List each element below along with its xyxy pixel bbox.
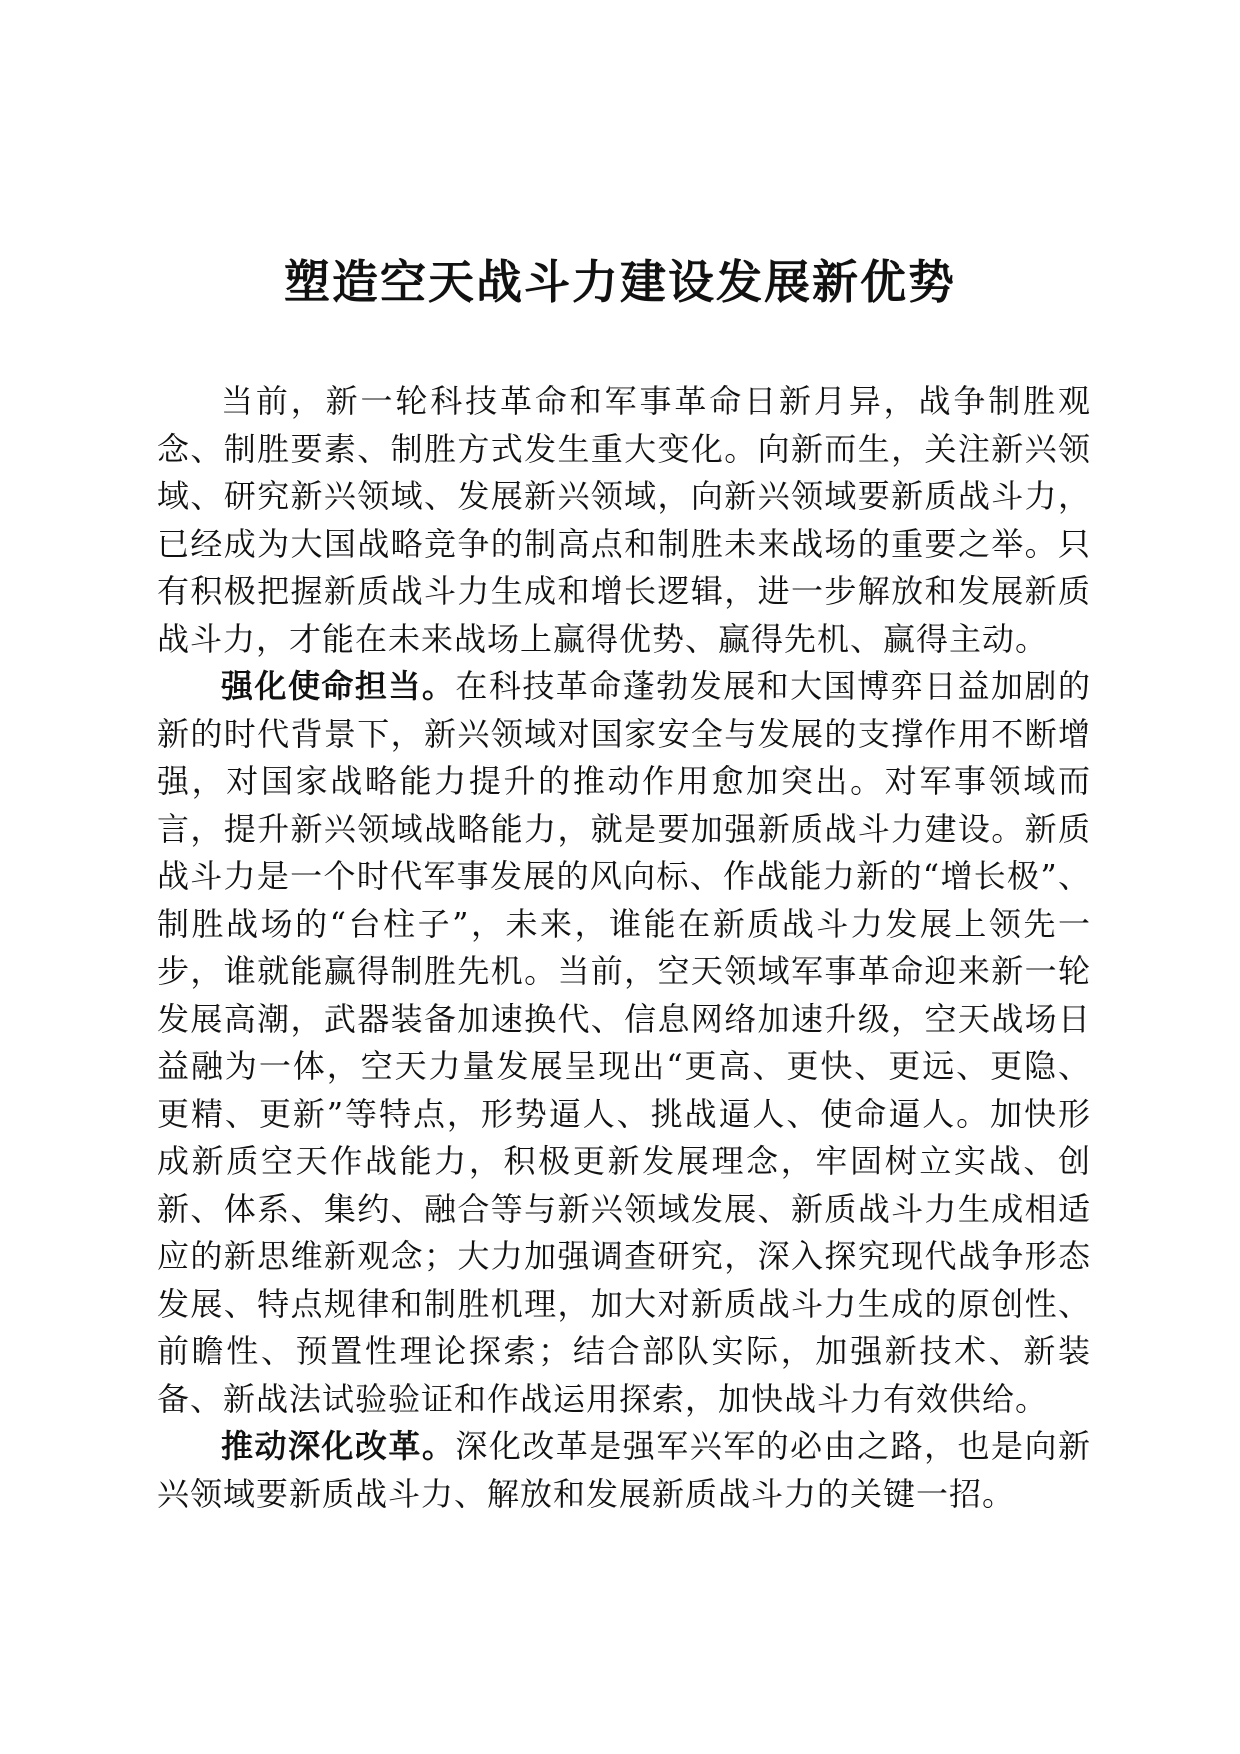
paragraph-intro (157, 378, 1091, 663)
paragraph-reform-text: 深化改革是强军兴军的必由之路，也是向新兴领域要新质战斗力、解放和发展新质战斗力的关键一招。 (157, 1427, 1091, 1513)
article-body (157, 378, 1091, 1518)
paragraph-reform (157, 1423, 1091, 1518)
paragraph-mission-text: 在科技革命蓬勃发展和大国博弈日益加剧的新的时代背景下，新兴领域对国家安全与发展的支撑作用不断增强，对国家战略能力提升的推动作用愈加突出。对军事领域而言，提升新兴领域战略能力，就是要加强新质战斗力建设。新质战斗力是一个时代军事发展的风向标、作战能力新的“增长极”、制胜战场的“台柱子”，未来，谁能在新质战斗力发展上领先一步，谁就能赢得制胜先机。当前，空天领域军事革命迎来新一轮发展高潮，武器装备加速换代、信息网络加速升级，空天战场日益融为一体，空天力量发展呈现出“更高、更快、更远、更隐、更精、更新”等特点，形势逼人、挑战逼人、使命逼人。加快形成新质空天作战能力，积极更新发展理念，牢固树立实战、创新、体系、集约、融合等与新兴领域发展、新质战斗力生成相适应的新思维新观念；大力加强调查研究，深入探究现代战争形态发展、特点规律和制胜机理，加大对新质战斗力生成的原创性、前瞻性、预置性理论探索；结合部队实际，加强新技术、新装备、新战法试验验证和作战运用探索，加快战斗力有效供给。 (157, 667, 1091, 1418)
page-title: 塑造空天战斗力建设发展新优势 (284, 255, 956, 309)
paragraph-intro-text: 当前，新一轮科技革命和军事革命日新月异，战争制胜观念、制胜要素、制胜方式发生重大变化。向新而生，关注新兴领域、研究新兴领域、发展新兴领域，向新兴领域要新质战斗力，已经成为大国战略竞争的制高点和制胜未来战场的重要之举。只有积极把握新质战斗力生成和增长逻辑，进一步解放和发展新质战斗力，才能在未来战场上赢得优势、赢得先机、赢得主动。 (157, 382, 1091, 658)
paragraph-reform-lead: 推动深化改革。 (221, 1427, 456, 1465)
paragraph-mission-lead: 强化使命担当。 (221, 667, 456, 705)
paragraph-mission (157, 663, 1091, 1423)
